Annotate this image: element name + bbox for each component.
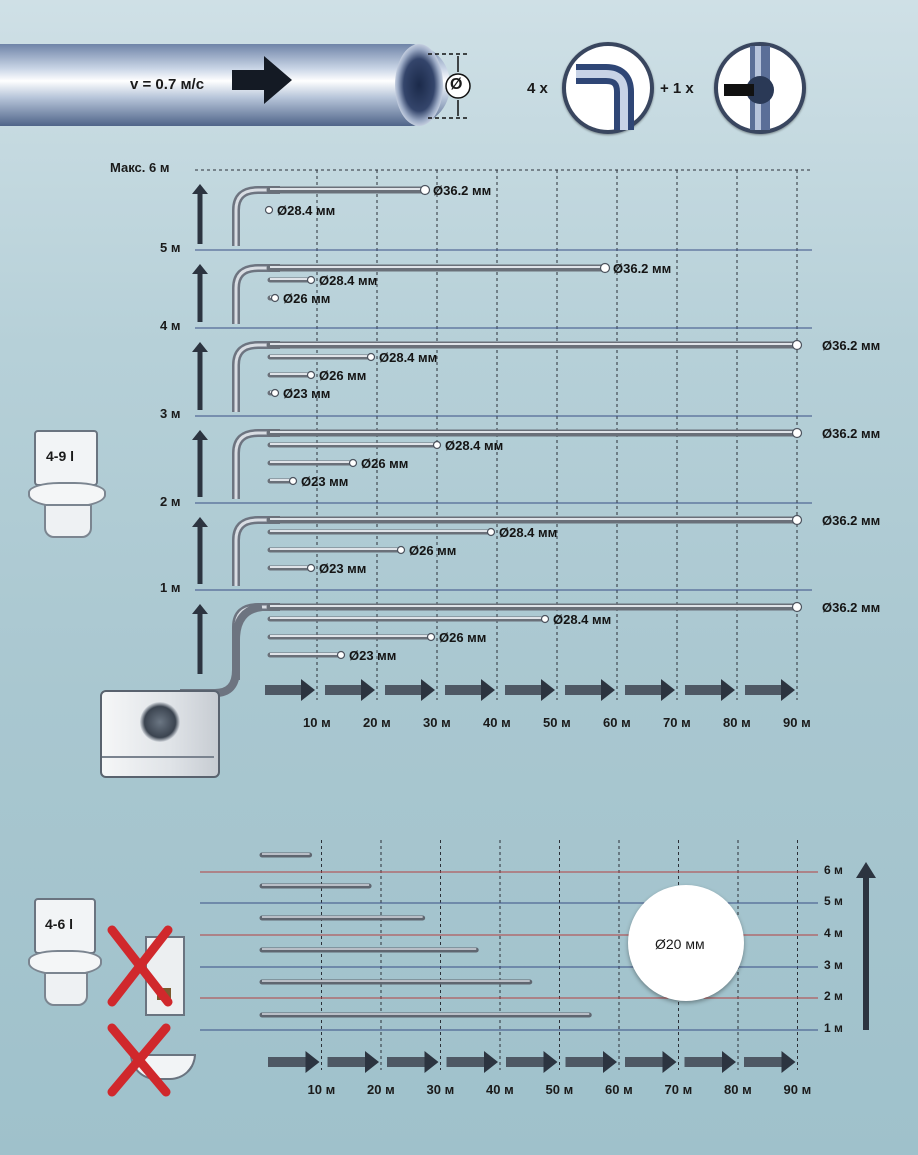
pipe-end	[793, 341, 802, 350]
distance-arrow-head	[601, 679, 615, 701]
pipe-diameter-label: Ø23 мм	[283, 386, 331, 401]
pipe-diameter-label: Ø28.4 мм	[319, 273, 378, 288]
pipe-diameter-label: Ø23 мм	[349, 648, 397, 663]
pipe-end	[308, 372, 315, 379]
bottom-distance-arrow-head	[425, 1051, 439, 1073]
pipe-end	[368, 354, 375, 361]
height-label-2: 2 м	[160, 494, 181, 509]
bottom-x-tick-label: 70 м	[664, 1082, 693, 1097]
pipe-diameter-label: Ø28.4 мм	[553, 612, 612, 627]
valve-count: + 1 x	[660, 80, 694, 97]
bottom-distance-arrow-shaft	[685, 1057, 725, 1067]
pipe-riser	[236, 190, 280, 246]
pipe-diameter-label: Ø23 мм	[319, 561, 367, 576]
distance-arrow-head	[301, 679, 315, 701]
distance-arrow-head	[361, 679, 375, 701]
bottom-distance-arrow-shaft	[744, 1057, 784, 1067]
distance-arrow-shaft	[565, 685, 603, 695]
x-tick-label: 80 м	[723, 715, 751, 730]
bottom-height-label: 4 м	[824, 926, 843, 940]
distance-arrow-head	[481, 679, 495, 701]
bottom-height-arrow-head	[856, 862, 876, 878]
bottom-distance-arrow-shaft	[625, 1057, 665, 1067]
height-label-3: 3 м	[160, 406, 181, 421]
pipe-diameter-label: Ø28.4 мм	[277, 203, 336, 218]
pipe-end	[290, 478, 297, 485]
bottom-x-tick-label: 40 м	[486, 1082, 514, 1097]
distance-arrow-shaft	[625, 685, 663, 695]
pipe-end	[793, 429, 802, 438]
bottom-x-tick-label: 10 м	[307, 1082, 336, 1097]
bottom-height-label: 6 м	[824, 863, 843, 877]
bottom-distance-arrow-head	[544, 1051, 558, 1073]
elbows-count: 4 x	[527, 80, 548, 97]
x-tick-label: 10 м	[303, 715, 331, 730]
bottom-distance-arrow-head	[603, 1051, 617, 1073]
bottom-distance-arrow-shaft	[566, 1057, 606, 1067]
pipe-end	[308, 565, 315, 572]
pipe-diameter-label: Ø23 мм	[301, 474, 349, 489]
bottom-distance-arrow-shaft	[328, 1057, 368, 1067]
flush-volume-bottom: 4-6 l	[45, 916, 74, 932]
pipe-end	[434, 442, 441, 449]
distance-arrow-head	[661, 679, 675, 701]
pump-seam	[102, 756, 214, 758]
height-label-4: 4 м	[160, 318, 181, 333]
height-arrow-head	[192, 342, 208, 352]
pipe-diameter-label: Ø26 мм	[361, 456, 409, 471]
not-allowed-x-icon	[104, 920, 178, 1010]
pipe-end	[793, 516, 802, 525]
bottom-distance-arrow-head	[782, 1051, 796, 1073]
distance-arrow-head	[721, 679, 735, 701]
bottom-distance-arrow-shaft	[506, 1057, 546, 1067]
distance-arrow-head	[421, 679, 435, 701]
bottom-distance-arrow-head	[722, 1051, 736, 1073]
bottom-distance-arrow-shaft	[268, 1057, 308, 1067]
bottom-height-label: 5 м	[824, 894, 843, 908]
pump-discharge-hose	[180, 607, 262, 693]
flush-volume-top: 4-9 l	[46, 448, 75, 464]
height-arrow-head	[192, 264, 208, 274]
pipe-diameter-label: Ø28.4 мм	[379, 350, 438, 365]
pipe-diameter-label: Ø36.2 мм	[822, 513, 881, 528]
pump-outlet	[140, 702, 180, 742]
bottom-distance-arrow-head	[306, 1051, 320, 1073]
pipe-end	[793, 603, 802, 612]
bottom-diameter-label: Ø20 мм	[655, 936, 705, 952]
pipe-end	[350, 460, 357, 467]
pipe-end	[601, 264, 610, 273]
not-allowed-x-icon-2	[104, 1020, 174, 1100]
pipe-diameter-label: Ø28.4 мм	[499, 525, 558, 540]
bottom-x-tick-label: 90 м	[783, 1082, 812, 1097]
pipe-end	[272, 295, 279, 302]
x-tick-label: 70 м	[663, 715, 691, 730]
flow-arrow-icon	[232, 56, 296, 104]
pipe-diameter-label: Ø36.2 мм	[433, 183, 492, 198]
pipe-diameter-label: Ø36.2 мм	[822, 426, 881, 441]
x-tick-label: 60 м	[603, 715, 631, 730]
bottom-x-tick-label: 20 м	[367, 1082, 395, 1097]
pipe-diameter-label: Ø36.2 мм	[613, 261, 672, 276]
pipe-diameter-label: Ø26 мм	[283, 291, 331, 306]
pipe-end	[308, 277, 315, 284]
valve-badge	[714, 42, 806, 134]
pump-unit-icon	[100, 690, 220, 778]
distance-arrow-shaft	[325, 685, 363, 695]
check-valve-icon	[718, 46, 802, 130]
bottom-distance-arrow-head	[365, 1051, 379, 1073]
bottom-height-label: 3 м	[824, 958, 843, 972]
bottom-x-tick-label: 60 м	[605, 1082, 633, 1097]
distance-arrow-shaft	[445, 685, 483, 695]
toilet-icon	[26, 420, 104, 538]
distance-arrow-shaft	[385, 685, 423, 695]
bottom-x-tick-label: 50 м	[545, 1082, 574, 1097]
height-arrow-head	[192, 517, 208, 527]
x-tick-label: 40 м	[483, 715, 511, 730]
pipe-end	[421, 186, 430, 195]
x-tick-label: 20 м	[363, 715, 391, 730]
x-tick-label: 30 м	[423, 715, 451, 730]
bottom-height-label: 1 м	[824, 1021, 843, 1035]
pipe-elbow-icon	[566, 46, 650, 130]
pipe-end	[428, 634, 435, 641]
bottom-distance-arrow-head	[484, 1051, 498, 1073]
toilet-base	[44, 504, 92, 538]
pipe-diameter-label: Ø36.2 мм	[822, 600, 881, 615]
pipe-end	[338, 652, 345, 659]
distance-arrow-head	[541, 679, 555, 701]
distance-arrow-head	[781, 679, 795, 701]
height-arrow-head	[192, 430, 208, 440]
height-arrow-head	[192, 184, 208, 194]
height-label-5: 5 м	[160, 240, 181, 255]
elbow-badge	[562, 42, 654, 134]
pipe-end	[398, 547, 405, 554]
x-tick-label: 50 м	[543, 715, 571, 730]
bottom-x-tick-label: 80 м	[724, 1082, 752, 1097]
bottom-distance-arrow-shaft	[387, 1057, 427, 1067]
toilet-base-small	[44, 972, 88, 1006]
velocity-label: v = 0.7 м/с	[130, 76, 205, 93]
diameter-symbol: Ø	[450, 76, 463, 93]
x-tick-label: 90 м	[783, 715, 811, 730]
pipe-diameter-label: Ø26 мм	[439, 630, 487, 645]
bottom-distance-arrow-head	[663, 1051, 677, 1073]
bottom-x-tick-label: 30 м	[426, 1082, 455, 1097]
distance-arrow-shaft	[685, 685, 723, 695]
bottom-height-label: 2 м	[824, 989, 843, 1003]
toilet-small-icon	[28, 890, 102, 1008]
distance-arrow-shaft	[505, 685, 543, 695]
pipe-diameter-label: Ø28.4 мм	[445, 438, 504, 453]
height-arrow-head	[192, 604, 208, 614]
pipe-diameter-label: Ø26 мм	[319, 368, 367, 383]
pipe-end	[488, 529, 495, 536]
distance-arrow-shaft	[265, 685, 303, 695]
pipe-end	[272, 390, 279, 397]
height-label-1: 1 м	[160, 580, 181, 595]
pipe-end	[542, 616, 549, 623]
distance-arrow-shaft	[745, 685, 783, 695]
pipe-illustration	[0, 44, 450, 126]
max-height-label: Макс. 6 м	[110, 160, 170, 175]
bottom-distance-arrow-shaft	[447, 1057, 487, 1067]
pipe-end	[266, 207, 273, 214]
pipe-diameter-label: Ø36.2 мм	[822, 338, 881, 353]
pipe-diameter-label: Ø26 мм	[409, 543, 457, 558]
